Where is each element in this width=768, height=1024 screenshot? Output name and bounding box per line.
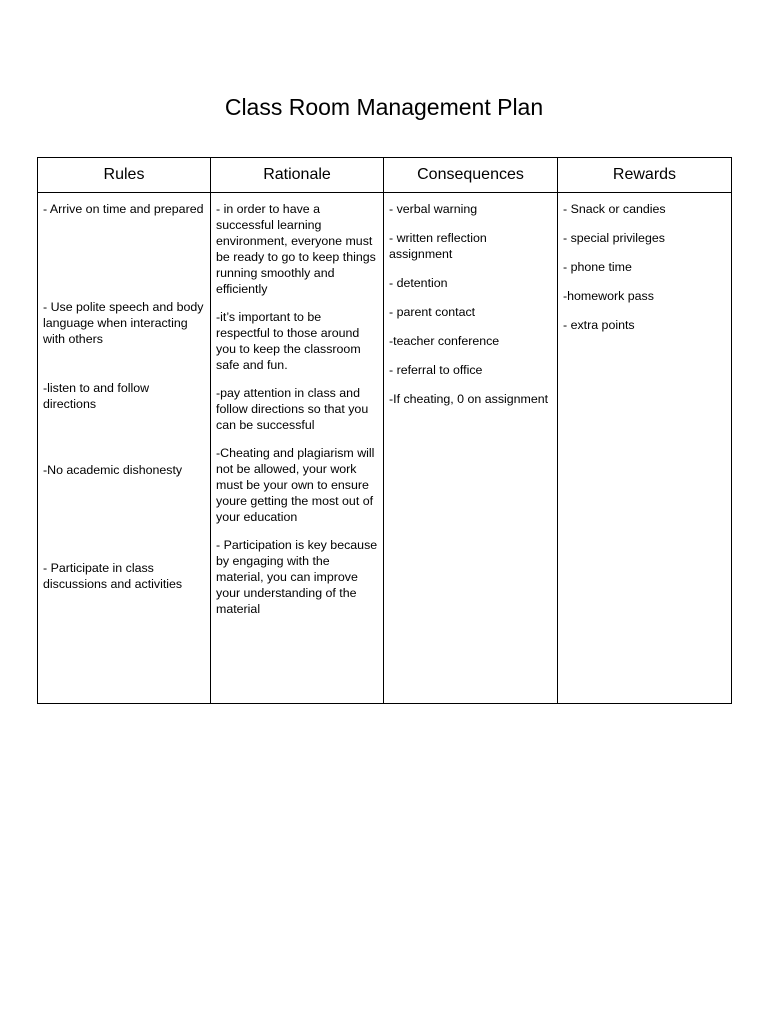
consequences-cell	[384, 193, 558, 704]
rationale-item: - in order to have a successful learning environment, everyone must be ready to go to keep things running smoothly and efficiently	[216, 202, 376, 296]
consequence-item: - verbal warning	[389, 202, 478, 216]
consequence-item: -teacher conference	[389, 334, 500, 348]
header-rewards: Rewards	[558, 158, 732, 193]
rule-item: - Participate in class discussions and activities	[43, 561, 183, 591]
table-body-row	[38, 193, 732, 704]
rationale-item: -it’s important to be respectful to those around you to keep the classroom safe and fun.	[216, 310, 361, 372]
header-consequences: Consequences	[384, 158, 558, 193]
reward-item: - extra points	[563, 318, 635, 332]
consequence-item: - detention	[389, 276, 448, 290]
rewards-cell	[558, 193, 732, 704]
header-rules: Rules	[38, 158, 211, 193]
page-title: Class Room Management Plan	[224, 94, 544, 120]
rule-item: -No academic dishonesty	[43, 463, 183, 477]
reward-item: - phone time	[563, 260, 632, 274]
management-plan-table	[37, 157, 732, 704]
rule-item: -listen to and follow directions	[43, 381, 150, 411]
rules-cell	[38, 193, 211, 704]
header-rationale: Rationale	[211, 158, 384, 193]
rationale-item: -Cheating and plagiarism will not be allowed, your work must be your own to ensure youre getting the most out of your education	[216, 446, 375, 524]
consequence-item: - referral to office	[389, 363, 483, 377]
rationale-cell	[211, 193, 384, 704]
reward-item: - special privileges	[563, 231, 665, 245]
rationale-item: - Participation is key because by engaging with the material, you can improve your understanding of the material	[216, 538, 378, 616]
consequence-item: - written reflection assignment	[389, 231, 487, 261]
consequence-item: -If cheating, 0 on assignment	[389, 392, 549, 406]
rationale-item: -pay attention in class and follow directions so that you can be successful	[216, 386, 369, 432]
table-header-row	[38, 158, 732, 193]
reward-item: -homework pass	[563, 289, 654, 303]
reward-item: - Snack or candies	[563, 202, 666, 216]
rule-item: - Arrive on time and prepared	[43, 202, 204, 216]
rule-item: - Use polite speech and body language when interacting with others	[43, 300, 204, 346]
consequence-item: - parent contact	[389, 305, 476, 319]
